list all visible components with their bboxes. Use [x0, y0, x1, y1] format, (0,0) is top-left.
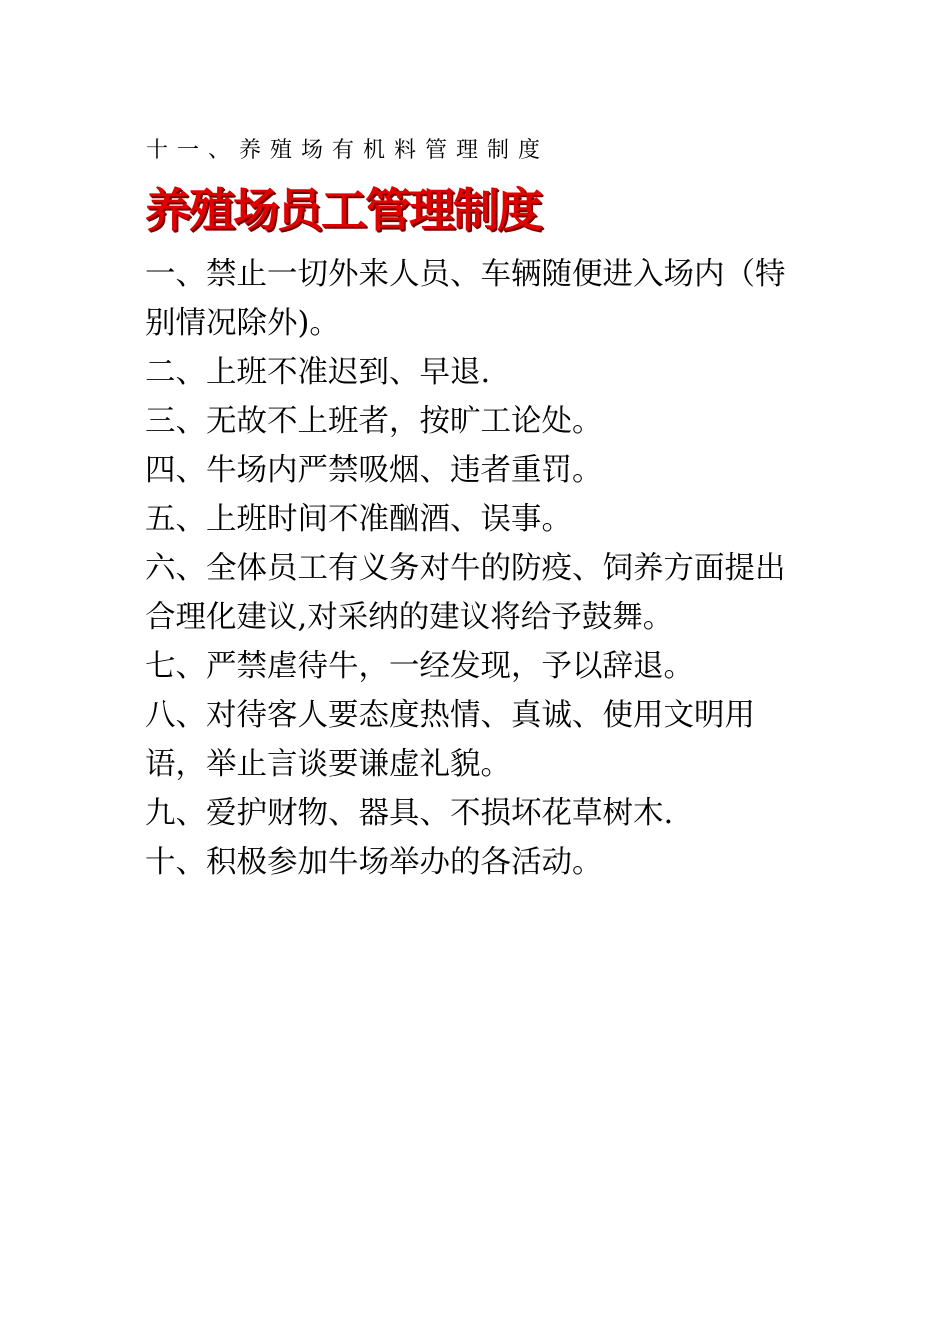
section-header: 十一、养殖场有机料管理制度: [146, 138, 550, 163]
rule-item: 一、禁止一切外来人员、车辆随便进入场内（特别情况除外)。: [145, 257, 786, 341]
rule-item: 六、全体员工有义务对牛的防疫、饲养方面提出合理化建议,对采纳的建议将给予鼓舞。: [145, 551, 786, 635]
rule-item: 九、爱护财物、器具、不损坏花草树木.: [145, 796, 674, 831]
rule-item: 八、对待客人要态度热情、真诚、使用文明用语，举止言谈要谦虚礼貌。: [145, 698, 755, 782]
rule-item: 五、上班时间不准酗酒、误事。: [145, 502, 572, 537]
rule-item: 四、牛场内严禁吸烟、违者重罚。: [145, 453, 603, 488]
rule-item: 十、积极参加牛场举办的各活动。: [145, 845, 603, 880]
rule-item: 二、上班不准迟到、早退.: [145, 355, 491, 390]
rule-item: 七、严禁虐待牛，一经发现，予以辞退。: [145, 649, 694, 684]
rule-item: 三、无故不上班者，按旷工论处。: [145, 404, 603, 439]
rules-list: [145, 250, 810, 887]
document-title: 养殖场员工管理制度: [145, 183, 541, 237]
